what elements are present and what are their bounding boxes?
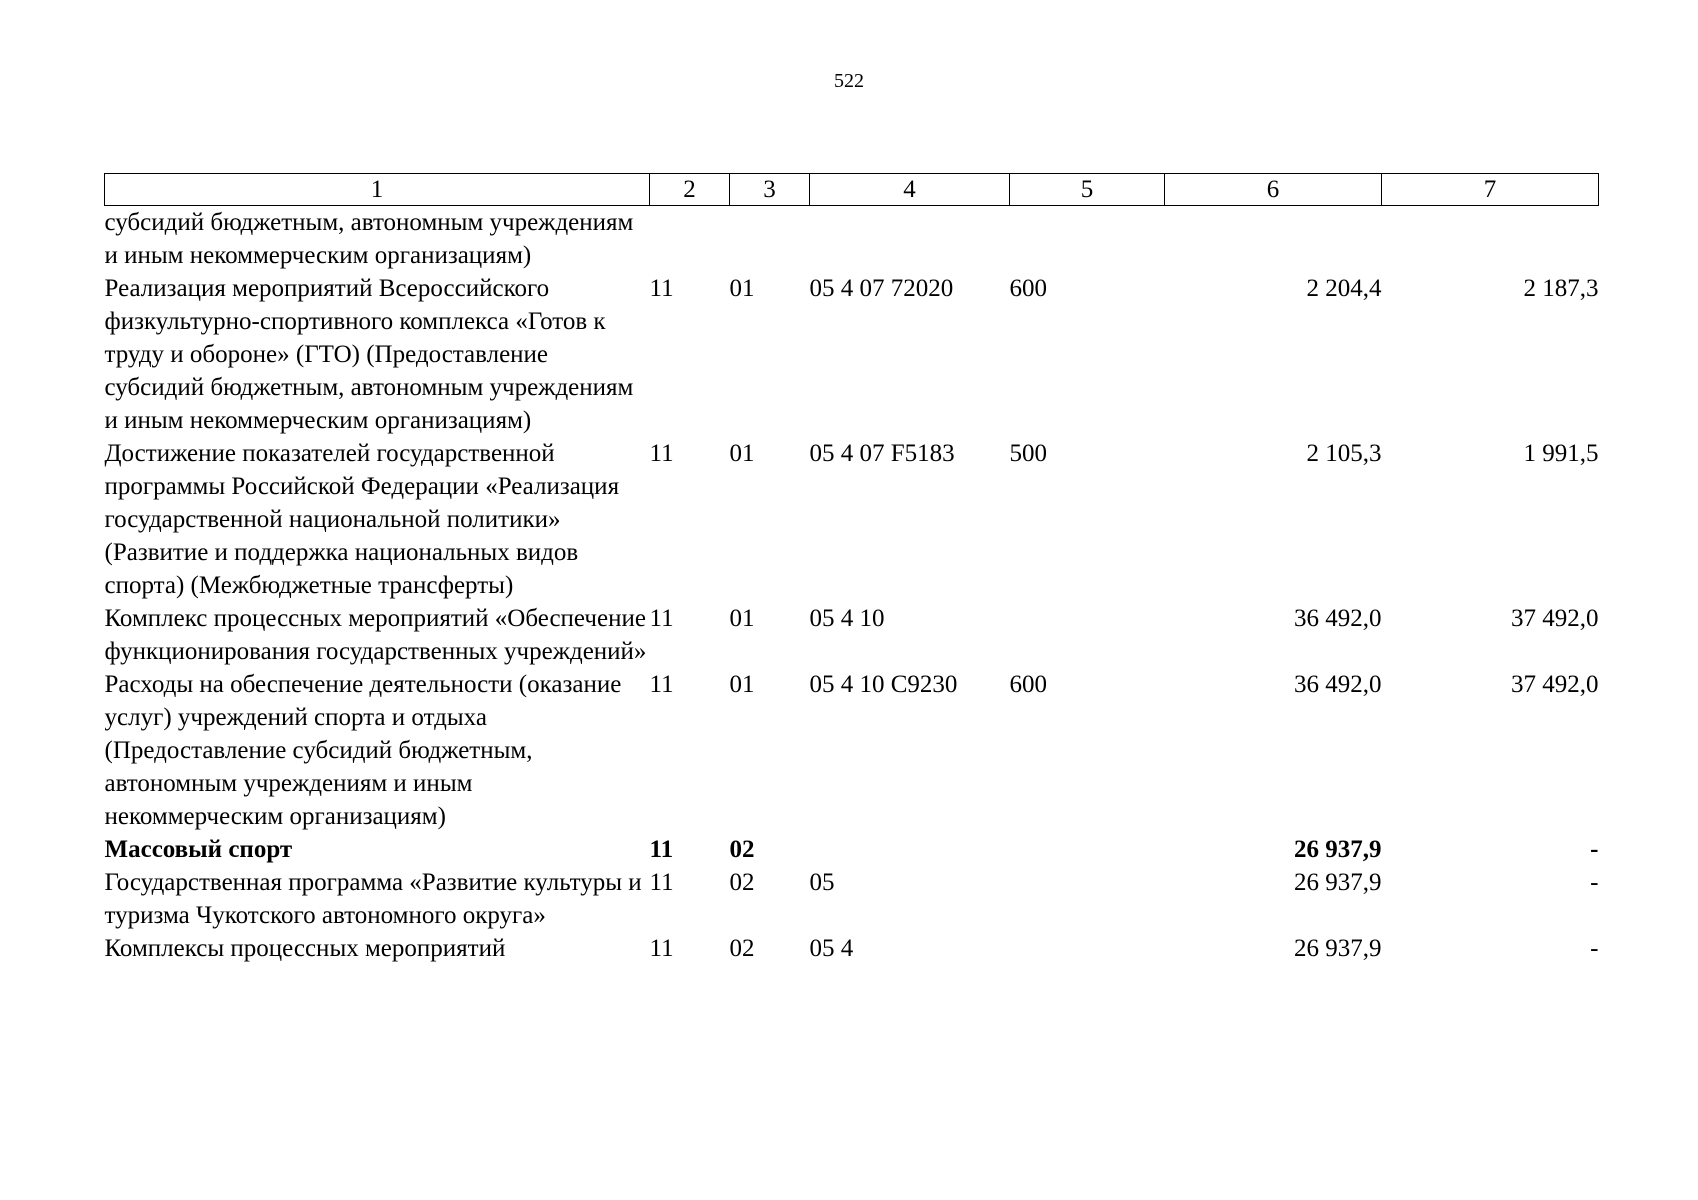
- cell-sum-col6: 36 492,0: [1294, 671, 1382, 698]
- cell-sum-col6: 26 937,9: [1294, 869, 1382, 896]
- cell-sum-col7: -: [1590, 836, 1599, 863]
- table-row: [105, 668, 1599, 833]
- cell-sum-col6: 26 937,9: [1294, 935, 1382, 962]
- cell-name: Комплекс процессных мероприятий «Обеспечение функционирования государственных учреждений»: [104, 605, 647, 665]
- cell-target: 05 4 07 72020: [809, 275, 954, 302]
- cell-target: 05 4 07 F5183: [809, 440, 955, 467]
- cell-subsection: 01: [729, 671, 755, 698]
- cell-subsection: 01: [729, 440, 755, 467]
- cell-target: [810, 833, 1010, 866]
- cell-sum-col7: 1 991,5: [1523, 440, 1599, 467]
- cell-target: 05 4 10 С9230: [809, 671, 958, 698]
- cell-section: 11: [649, 605, 674, 632]
- cell-name: Реализация мероприятий Всероссийского физкультурно-спортивного комплекса «Готов к труду и обороне» (ГТО) (Предоставление субсидий бюджетным, автономным учреждениям и иным некоммерческим организациям): [104, 275, 634, 434]
- cell-subsection: [730, 206, 810, 273]
- cell-sum-col6: 2 105,3: [1306, 440, 1382, 467]
- cell-sum-col7: -: [1590, 935, 1599, 962]
- cell-sum-col6: 36 492,0: [1294, 605, 1382, 632]
- cell-name: Государственная программа «Развитие культуры и туризма Чукотского автономного округа»: [104, 869, 642, 929]
- cell-sum-col7: 37 492,0: [1511, 671, 1599, 698]
- cell-sum-col6: 2 204,4: [1306, 275, 1382, 302]
- budget-table: [104, 173, 1599, 965]
- cell-expense-type: [1010, 206, 1165, 273]
- cell-target: 05 4: [809, 935, 854, 962]
- header-col-2: 2: [650, 174, 730, 206]
- cell-target: 05 4 10: [809, 605, 885, 632]
- header-col-7: 7: [1382, 174, 1599, 206]
- cell-expense-type: 600: [1009, 275, 1047, 302]
- table-row: [105, 206, 1599, 273]
- cell-name: Расходы на обеспечение деятельности (оказание услуг) учреждений спорта и отдыха (Предоставление субсидий бюджетным, автономным учреждениям и иным некоммерческим организациям): [104, 671, 622, 830]
- table-row: [105, 602, 1599, 668]
- cell-section: 11: [649, 275, 674, 302]
- cell-target: 05: [809, 869, 835, 896]
- cell-section: 11: [649, 671, 674, 698]
- header-col-3: 3: [730, 174, 810, 206]
- header-col-1: 1: [105, 174, 650, 206]
- cell-section: 11: [649, 836, 674, 863]
- cell-sum-col6: 26 937,9: [1294, 836, 1382, 863]
- header-col-4: 4: [810, 174, 1010, 206]
- cell-sum-col7: [1382, 206, 1599, 273]
- table-row: [105, 932, 1599, 965]
- cell-expense-type: [1010, 932, 1165, 965]
- cell-subsection: 01: [729, 275, 755, 302]
- cell-subsection: 02: [729, 935, 755, 962]
- cell-sum-col7: 37 492,0: [1511, 605, 1599, 632]
- cell-sum-col7: 2 187,3: [1523, 275, 1599, 302]
- cell-expense-type: [1010, 866, 1165, 932]
- cell-sum-col6: [1165, 206, 1382, 273]
- table-row: [105, 866, 1599, 932]
- table-row: [105, 437, 1599, 602]
- cell-name: Комплексы процессных мероприятий: [104, 935, 506, 962]
- cell-expense-type: [1010, 833, 1165, 866]
- cell-name: Достижение показателей государственной программы Российской Федерации «Реализация государственной национальной политики» (Развитие и поддержка национальных видов спорта) (Межбюджетные трансферты): [104, 440, 620, 599]
- cell-target: [810, 206, 1010, 273]
- cell-sum-col7: -: [1590, 869, 1599, 896]
- page-number: 522: [834, 70, 864, 92]
- cell-section: [650, 206, 730, 273]
- table-row-section-total: [105, 833, 1599, 866]
- header-row: [105, 174, 1599, 206]
- cell-subsection: 02: [729, 836, 755, 863]
- cell-expense-type: 600: [1009, 671, 1047, 698]
- cell-subsection: 01: [729, 605, 755, 632]
- table-row: [105, 272, 1599, 437]
- cell-expense-type: 500: [1009, 440, 1047, 467]
- cell-expense-type: [1010, 602, 1165, 668]
- cell-subsection: 02: [729, 869, 755, 896]
- cell-name: Массовый спорт: [104, 836, 293, 863]
- header-col-6: 6: [1165, 174, 1382, 206]
- cell-name: субсидий бюджетным, автономным учреждениям и иным некоммерческим организациям): [104, 209, 634, 269]
- header-col-5: 5: [1010, 174, 1165, 206]
- cell-section: 11: [649, 935, 674, 962]
- cell-section: 11: [649, 869, 674, 896]
- cell-section: 11: [649, 440, 674, 467]
